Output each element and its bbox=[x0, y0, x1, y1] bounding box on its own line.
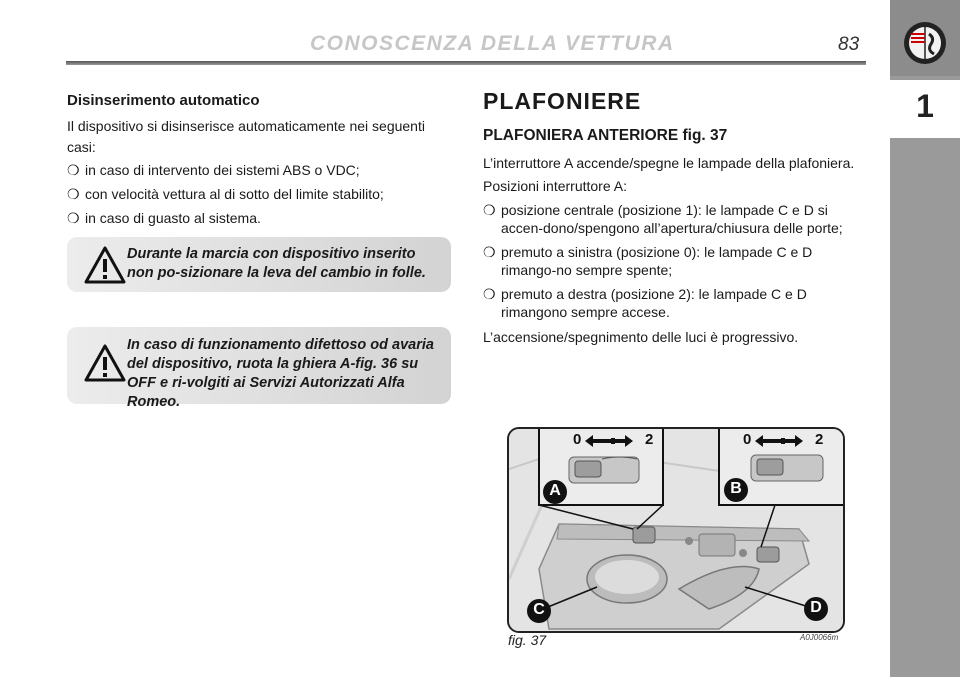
page-title: PLAFONIERE bbox=[483, 88, 642, 114]
position-0-label: 0 bbox=[573, 431, 582, 448]
position-2-label: 2 bbox=[645, 431, 654, 448]
list-item: ❍ premuto a sinistra (posizione 0): le lampade C e D rimango-no sempre spente; bbox=[483, 244, 813, 278]
figure-37-illustration bbox=[507, 427, 845, 633]
warning-box bbox=[67, 327, 451, 410]
left-column bbox=[67, 92, 457, 233]
chapter-sidebar bbox=[890, 0, 960, 677]
warning-text: In caso di funzionamento difettoso od avaria del dispositivo, ruota la ghiera A-fig. 36 su OFF e ri-volgiti ai Servizi Autorizzati Alfa Romeo. bbox=[127, 337, 434, 410]
label-b: B bbox=[730, 480, 742, 497]
page-number: 83 bbox=[838, 34, 860, 55]
warning-text: Durante la marcia con dispositivo inserito non po-sizionare la leva del cambio in folle. bbox=[127, 246, 426, 281]
paragraph: Posizioni interruttore A: bbox=[483, 178, 627, 194]
intro-paragraph: Il dispositivo si disinserisce automaticamente nei seguenti casi: bbox=[67, 118, 425, 155]
label-c: C bbox=[533, 601, 545, 618]
position-2-label: 2 bbox=[815, 431, 824, 448]
label-d: D bbox=[810, 599, 822, 616]
section-heading: PLAFONIERA ANTERIORE fig. 37 bbox=[483, 127, 728, 144]
bullet-icon: ❍ bbox=[67, 186, 80, 202]
right-column bbox=[483, 88, 870, 348]
paragraph: L’accensione/spegnimento delle luci è progressivo. bbox=[483, 329, 799, 345]
warning-box bbox=[67, 237, 451, 292]
figure-code: A0J0066m bbox=[800, 633, 839, 642]
bullet-icon: ❍ bbox=[483, 202, 496, 218]
list-item: ❍ in caso di guasto al sistema. bbox=[67, 210, 261, 226]
section-heading: Disinserimento automatico bbox=[67, 92, 260, 109]
figure-caption: fig. 37 bbox=[508, 632, 547, 648]
bullet-icon: ❍ bbox=[483, 286, 496, 302]
running-header-title: CONOSCENZA DELLA VETTURA bbox=[310, 32, 675, 55]
bullet-icon: ❍ bbox=[67, 210, 80, 226]
position-0-label: 0 bbox=[743, 431, 752, 448]
bullet-icon: ❍ bbox=[483, 244, 496, 260]
list-item: ❍ premuto a destra (posizione 2): le lampade C e D rimangono sempre accese. bbox=[483, 286, 807, 320]
warning-triangle-icon bbox=[83, 245, 127, 285]
list-item: ❍ posizione centrale (posizione 1): le lampade C e D si accen-dono/spengono all’apertura/chiusura delle porte; bbox=[483, 202, 843, 236]
sidebar-logo-area bbox=[890, 0, 960, 76]
paragraph: L’interruttore A accende/spegne le lampade della plafoniera. bbox=[483, 155, 855, 171]
chapter-number: 1 bbox=[916, 88, 934, 124]
list-item: ❍ in caso di intervento dei sistemi ABS o VDC; bbox=[67, 162, 360, 178]
bullet-icon: ❍ bbox=[67, 162, 80, 178]
list-item: ❍ con velocità vettura al di sotto del limite stabilito; bbox=[67, 186, 384, 202]
label-a: A bbox=[549, 482, 561, 499]
header-rule bbox=[66, 61, 866, 65]
alfa-romeo-logo-icon bbox=[902, 20, 948, 66]
roof-light-drawing bbox=[509, 429, 843, 631]
warning-triangle-icon bbox=[83, 343, 127, 383]
